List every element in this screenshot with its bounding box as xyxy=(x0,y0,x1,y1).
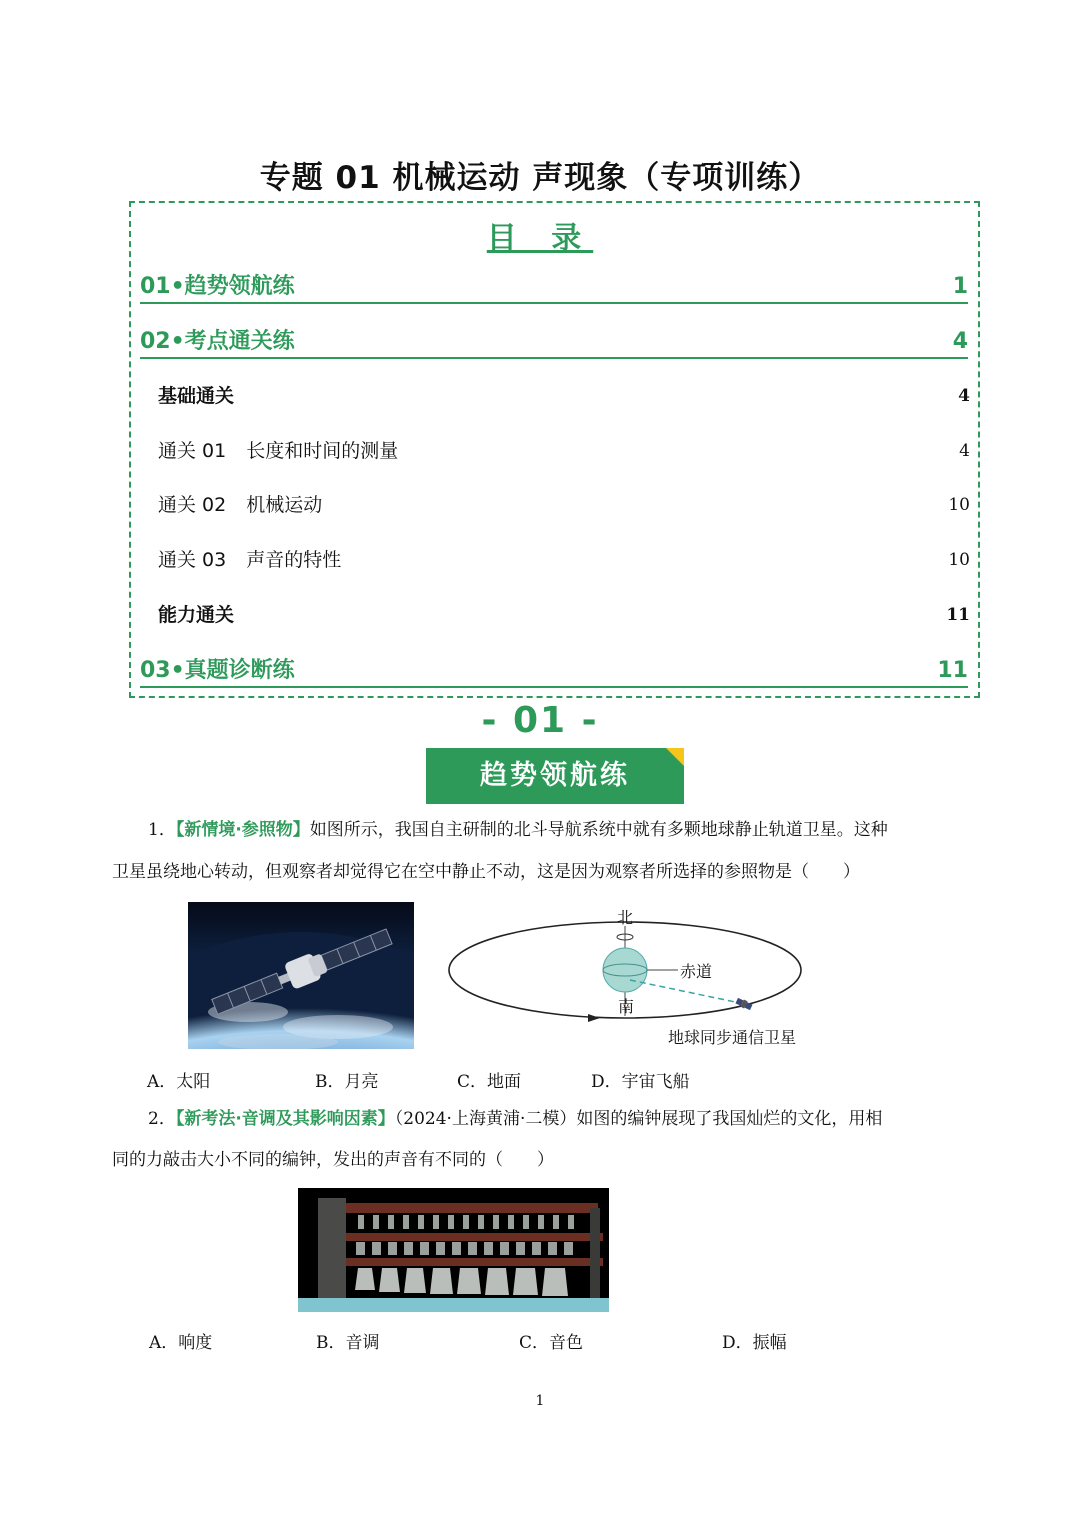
north-label: 北 xyxy=(617,908,634,927)
toc-entry-label: 01•趋势领航练 xyxy=(140,274,295,299)
question-2-line-2: 同的力敲击大小不同的编钟，发出的声音有不同的（ ） xyxy=(112,1150,554,1170)
toc-entry-02[interactable] xyxy=(140,327,968,359)
equator-label: 赤道 xyxy=(680,962,713,981)
question-1-option-d[interactable]: D．宇宙飞船 xyxy=(591,1072,690,1092)
toc-entry-prefix: 通关 02 xyxy=(158,494,227,516)
toc-entry-page: 11 xyxy=(946,605,970,625)
toc-entry-label: 能力通关 xyxy=(158,604,235,626)
south-label: 南 xyxy=(618,997,635,1016)
question-text: 如图所示，我国自主研制的北斗导航系统中就有多颗地球静止轨道卫星。这种 xyxy=(309,820,888,840)
question-2-option-d[interactable]: D．振幅 xyxy=(722,1333,787,1353)
section-number: - 01 - xyxy=(481,700,599,741)
page-number: 1 xyxy=(535,1393,545,1409)
toc-entry-page: 4 xyxy=(958,386,970,406)
question-1-option-a[interactable]: A．太阳 xyxy=(147,1072,211,1092)
bianzhong-photo xyxy=(298,1188,609,1312)
toc-entry-ability[interactable] xyxy=(158,601,970,629)
question-2-option-a[interactable]: A．响度 xyxy=(149,1333,213,1353)
toc-entry-label: 03•真题诊断练 xyxy=(140,658,295,683)
question-text: （2024·上海黄浦·二模）如图的编钟展现了我国灿烂的文化，用相 xyxy=(394,1109,883,1129)
toc-entry-01[interactable] xyxy=(140,272,968,304)
toc-entry-basic[interactable] xyxy=(158,382,970,410)
banner-corner-decoration xyxy=(666,748,684,766)
question-2-option-c[interactable]: C．音色 xyxy=(519,1333,584,1353)
toc-entry-prefix: 通关 03 xyxy=(158,549,227,571)
satellite-label: 地球同步通信卫星 xyxy=(668,1028,797,1047)
question-2-line-1 xyxy=(112,1108,972,1130)
section-banner xyxy=(426,748,684,804)
question-tag: 【新情境·参照物】 xyxy=(175,820,310,840)
question-1-option-c[interactable]: C．地面 xyxy=(457,1072,522,1092)
question-number: 1． xyxy=(148,820,176,840)
document-title: 专题 01 机械运动 声现象（专项训练） xyxy=(259,160,821,196)
question-1-option-b[interactable]: B．月亮 xyxy=(315,1072,379,1092)
toc-entry-label: 机械运动 xyxy=(246,494,323,516)
toc-entry-page: 10 xyxy=(948,550,970,570)
toc-entry-pass-02[interactable] xyxy=(158,491,970,519)
toc-entry-page: 1 xyxy=(952,274,968,299)
satellite-photo xyxy=(188,902,414,1049)
question-1-line-2: 卫星虽绕地心转动，但观察者却觉得它在空中静止不动，这是因为观察者所选择的参照物是（ ） xyxy=(112,862,860,882)
toc-entry-page: 11 xyxy=(937,658,968,683)
toc-heading: 目 录 xyxy=(486,221,594,256)
toc-entry-pass-01[interactable] xyxy=(158,437,970,465)
toc-entry-label: 长度和时间的测量 xyxy=(246,440,399,462)
toc-entry-prefix: 通关 01 xyxy=(158,440,227,462)
section-banner-label: 趋势领航练 xyxy=(480,760,630,791)
toc-entry-03[interactable] xyxy=(140,656,968,688)
question-tag: 【新考法·音调及其影响因素】 xyxy=(175,1109,395,1129)
toc-entry-label: 02•考点通关练 xyxy=(140,329,295,354)
toc-entry-page: 4 xyxy=(959,441,970,461)
toc-entry-page: 10 xyxy=(948,495,970,515)
toc-entry-label: 声音的特性 xyxy=(246,549,342,571)
toc-entry-page: 4 xyxy=(952,329,968,354)
question-number: 2． xyxy=(148,1109,176,1129)
toc-entry-pass-03[interactable] xyxy=(158,546,970,574)
question-2-option-b[interactable]: B．音调 xyxy=(316,1333,380,1353)
question-1-line-1 xyxy=(112,819,972,841)
toc-entry-label: 基础通关 xyxy=(158,385,235,407)
